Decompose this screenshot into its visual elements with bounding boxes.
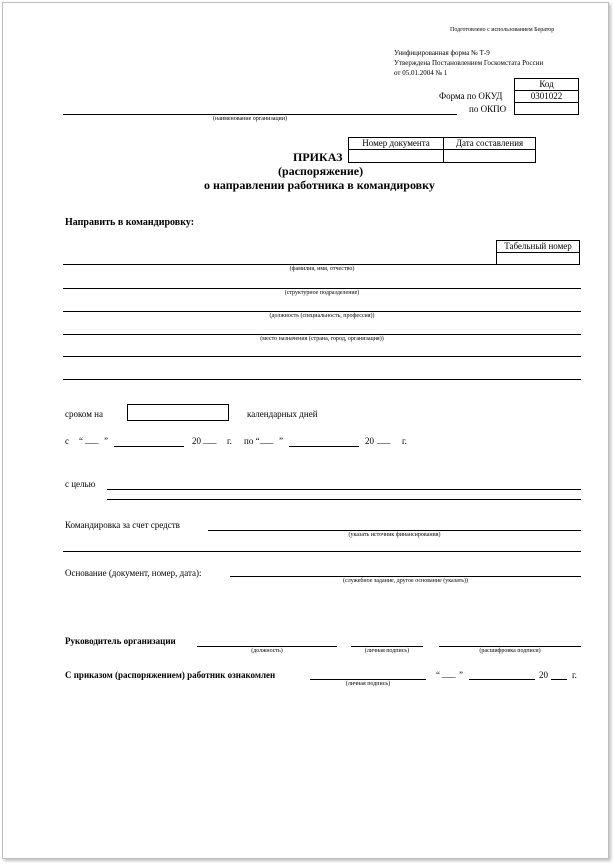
fio-line[interactable]: [63, 264, 497, 265]
head-label: Руководитель организации: [65, 636, 176, 646]
destination-line-3[interactable]: [63, 379, 581, 380]
destination-line-2[interactable]: [63, 356, 581, 357]
date-from-year[interactable]: ___: [203, 435, 217, 445]
doc-number-header: Номер документа: [348, 137, 444, 150]
okpo-value-cell[interactable]: [514, 102, 579, 115]
doc-date-header: Дата составления: [443, 137, 536, 150]
head-signature-line[interactable]: [351, 646, 423, 647]
doc-number-value[interactable]: [348, 149, 444, 163]
term-label: сроком на: [65, 409, 103, 419]
form-line-2: Утверждена Постановлением Госкомстата России: [394, 59, 544, 67]
term-unit: календарных дней: [247, 409, 318, 419]
ack-century: 20: [539, 670, 548, 680]
date-to-quote-close: ”: [279, 436, 283, 446]
organization-line[interactable]: [63, 114, 457, 115]
okud-label: Форма по ОКУД: [439, 91, 503, 101]
fio-caption: (фамилия, имя, отчество): [289, 266, 355, 272]
head-position-caption: (должность): [251, 648, 283, 654]
ack-month-line[interactable]: [469, 679, 535, 680]
ack-quote-close: ”: [459, 670, 463, 680]
head-decoding-line[interactable]: [439, 646, 581, 647]
destination-caption: (место назначения (страна, город, организация)): [260, 336, 384, 342]
title-subject: о направлении работника в командировку: [204, 178, 435, 192]
date-to-day[interactable]: ___: [260, 435, 274, 445]
department-line[interactable]: [63, 288, 581, 289]
ack-signature-line[interactable]: [310, 679, 426, 680]
send-label: Направить в командировку:: [65, 217, 195, 228]
ack-day[interactable]: ___: [442, 669, 456, 679]
date-to-century: 20: [365, 436, 374, 446]
document-page: [2, 2, 609, 859]
date-to-month-line[interactable]: [289, 446, 359, 447]
form-line-3: от 05.01.2004 № 1: [394, 69, 448, 77]
term-input[interactable]: [127, 404, 229, 421]
date-from-quote-close: ”: [104, 436, 108, 446]
department-caption: (структурное подразделение): [284, 290, 360, 296]
date-to-g: г.: [402, 436, 407, 446]
basis-label: Основание (документ, номер, дата):: [65, 568, 202, 578]
destination-line[interactable]: [63, 334, 581, 335]
date-from-month-line[interactable]: [114, 446, 184, 447]
date-to-year[interactable]: ___: [377, 435, 391, 445]
ack-year-line[interactable]: [551, 679, 567, 680]
okpo-label: по ОКПО: [469, 104, 507, 114]
doc-date-value[interactable]: [443, 149, 536, 163]
position-caption: (должность (специальность, профессия)): [269, 313, 375, 319]
date-from-day[interactable]: ___: [85, 435, 99, 445]
basis-caption: (служебное задание, другое основание (указать)): [343, 578, 468, 584]
purpose-line-1[interactable]: [107, 489, 581, 490]
okud-value-cell: 0301022: [514, 90, 579, 103]
title-disposition: (распоряжение): [278, 164, 364, 178]
funding-line-2[interactable]: [63, 551, 581, 552]
ack-g: г.: [572, 670, 577, 680]
title-order: ПРИКАЗ: [293, 150, 343, 164]
head-position-line[interactable]: [197, 646, 337, 647]
position-line[interactable]: [63, 311, 581, 312]
ack-quote-open: “: [436, 670, 440, 680]
date-from-quote-open: “: [79, 436, 83, 446]
ack-label: С приказом (распоряжением) работник ознакомлен: [65, 670, 276, 680]
head-decoding-caption: (расшифровка подписи): [479, 648, 541, 654]
funding-label: Командировка за счет средств: [65, 520, 180, 530]
purpose-line-2[interactable]: [107, 499, 581, 500]
date-from-label: с: [65, 436, 69, 446]
date-from-g: г.: [227, 436, 232, 446]
funding-line[interactable]: [208, 530, 581, 531]
head-signature-caption: (личная подпись): [364, 648, 410, 654]
organization-caption: (наименование организации): [213, 116, 287, 122]
ack-signature-caption: (личная подпись): [345, 681, 391, 687]
prepared-note: Подготовлено с использованием Бератор: [450, 27, 555, 33]
code-header-cell: Код: [514, 78, 579, 91]
basis-line[interactable]: [230, 576, 581, 577]
date-from-century: 20: [192, 436, 201, 446]
tab-number-header: Табельный номер: [496, 240, 580, 253]
purpose-label: с целью: [65, 479, 96, 489]
date-to-label: по “: [244, 436, 260, 446]
funding-caption: (указать источник финансирования): [348, 532, 441, 538]
tab-number-value[interactable]: [496, 252, 580, 265]
form-line-1: Унифицированная форма № Т-9: [394, 49, 490, 57]
